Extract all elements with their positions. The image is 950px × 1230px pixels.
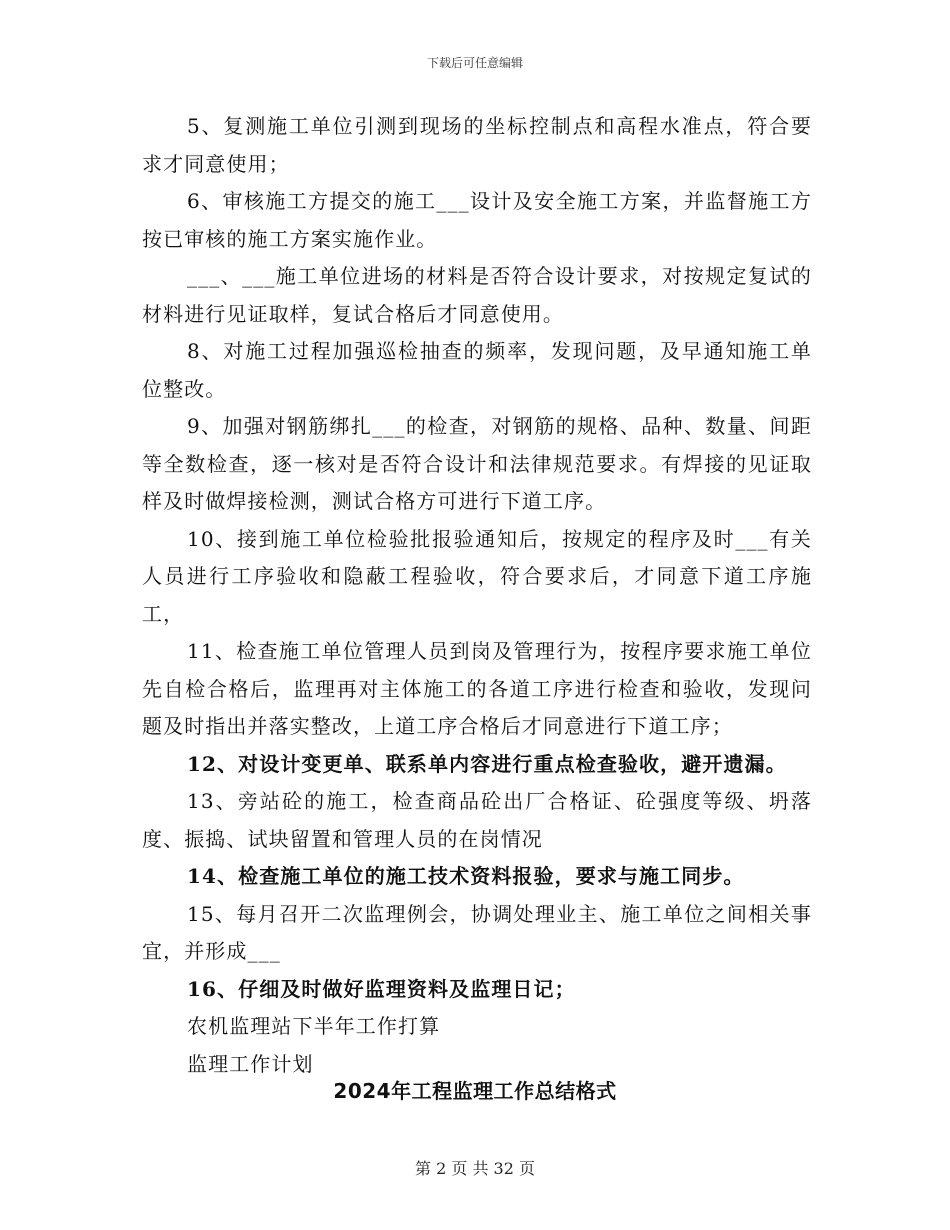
paragraph-15: 15、每月召开二次监理例会，协调处理业主、施工单位之间相关事宜，并形成___ — [142, 901, 812, 963]
paragraph-10: 10、接到施工单位检验批报验通知后，按规定的程序及时___有关人员进行工序验收和隐蔽工程验收，符合要求后，才同意下道工序施工， — [142, 526, 812, 626]
paragraph-14: 14、检查施工单位的施工技术资料报验，要求与施工同步。 — [187, 864, 745, 888]
paragraph-7: ___、___施工单位进场的材料是否符合设计要求，对按规定复试的材料进行见证取样，复试合格后才同意使用。 — [142, 264, 812, 326]
paragraph-6: 6、审核施工方提交的施工___设计及安全施工方案，并监督施工方按已审核的施工方案实施作业。 — [142, 189, 812, 251]
paragraph-8: 8、对施工过程加强巡检抽查的频率，发现问题，及早通知施工单位整改。 — [142, 339, 812, 401]
header-note: 下载后可任意编辑 — [426, 56, 523, 70]
paragraph-13: 13、旁站砼的施工，检查商品砼出厂合格证、砼强度等级、坍落度、振捣、试块留置和管理人员的在岗情况 — [142, 789, 812, 851]
paragraph-11: 11、检查施工单位管理人员到岗及管理行为，按程序要求施工单位先自检合格后，监理再对主体施工的各道工序进行检查和验收，发现问题及时指出并落实整改，上道工序合格后才同意进行下道工序； — [142, 639, 812, 738]
page-number: 第 2 页 共 32 页 — [415, 1159, 535, 1178]
paragraph-12: 12、对设计变更单、联系单内容进行重点检查验收，避开遗漏。 — [187, 751, 787, 776]
paragraph-5: 5、复测施工单位引测到现场的坐标控制点和高程水准点，符合要求才同意使用； — [142, 114, 812, 176]
paragraph-9: 9、加强对钢筋绑扎___的检查，对钢筋的规格、品种、数量、间距等全数检查，逐一核对是否符合设计和法律规范要求。有焊接的见证取样及时做焊接检测，测试合格方可进行下道工序。 — [142, 414, 812, 513]
related-link-text-2: 监理工作计划 — [187, 1051, 314, 1076]
paragraph-16: 16、仔细及时做好监理资料及监理日记； — [187, 976, 576, 1001]
document-body — [142, 108, 812, 1083]
section-title: 2024年工程监理工作总结格式 — [333, 1079, 617, 1103]
related-link-text-1: 农机监理站下半年工作打算 — [187, 1014, 441, 1038]
